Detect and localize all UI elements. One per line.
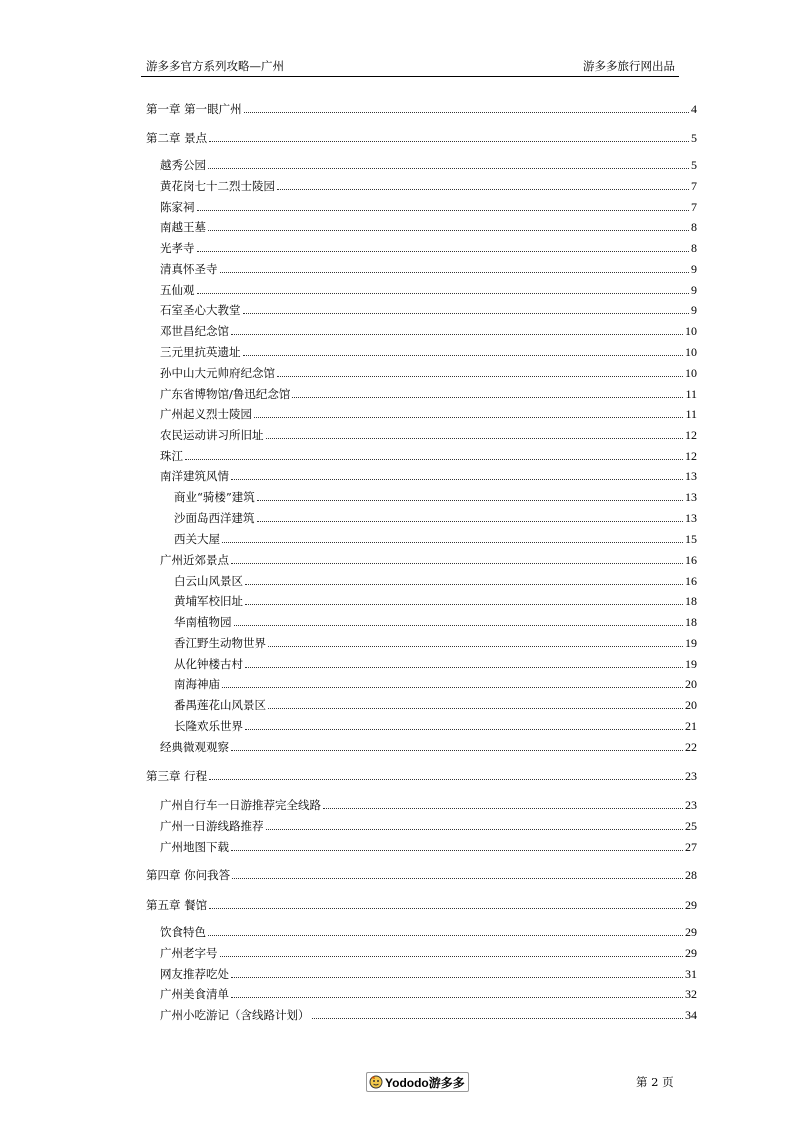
toc-entry-label: 南海神庙 bbox=[174, 677, 220, 691]
toc-entry-page: 11 bbox=[685, 407, 697, 421]
dot-leader bbox=[209, 141, 689, 142]
dot-leader bbox=[197, 210, 690, 211]
toc-entry-label: 网友推荐吃处 bbox=[160, 967, 229, 981]
dot-leader bbox=[185, 459, 683, 460]
toc-entry-page: 32 bbox=[685, 987, 697, 1001]
dot-leader bbox=[231, 479, 683, 480]
toc-entry-label: 黄埔军校旧址 bbox=[174, 594, 243, 608]
dot-leader bbox=[245, 604, 683, 605]
dot-leader bbox=[231, 997, 683, 998]
dot-leader bbox=[245, 584, 683, 585]
toc-entry[interactable] bbox=[160, 796, 697, 812]
toc-entry[interactable] bbox=[160, 738, 697, 754]
dot-leader bbox=[222, 542, 683, 543]
toc-entry-label: 广州美食清单 bbox=[160, 987, 229, 1001]
toc-entry-label: 珠江 bbox=[160, 449, 183, 463]
dot-leader bbox=[234, 625, 684, 626]
dot-leader bbox=[220, 272, 690, 273]
toc-entry[interactable] bbox=[160, 944, 697, 960]
dot-leader bbox=[232, 878, 683, 879]
mascot-icon bbox=[369, 1075, 383, 1089]
dot-leader bbox=[312, 1018, 684, 1019]
toc-entry-label: 石室圣心大教堂 bbox=[160, 303, 241, 317]
page-header bbox=[141, 56, 679, 77]
toc-entry[interactable] bbox=[160, 260, 697, 276]
dot-leader bbox=[243, 313, 690, 314]
dot-leader bbox=[231, 563, 683, 564]
toc-entry-label: 长隆欢乐世界 bbox=[174, 719, 243, 733]
toc-entry[interactable] bbox=[160, 923, 697, 939]
toc-entry-page: 9 bbox=[691, 262, 697, 276]
toc-entry[interactable] bbox=[160, 985, 697, 1001]
toc-entry-label: 广州起义烈士陵园 bbox=[160, 407, 252, 421]
toc-entry-label: 广州小吃游记（含线路计划） bbox=[160, 1008, 310, 1022]
toc-entry[interactable] bbox=[160, 385, 697, 401]
toc-entry[interactable] bbox=[146, 129, 697, 145]
toc-entry-page: 16 bbox=[685, 574, 697, 588]
toc-entry[interactable] bbox=[160, 447, 697, 463]
toc-entry-page: 12 bbox=[685, 449, 697, 463]
logo-text: Yododo游多多 bbox=[385, 1075, 465, 1090]
toc-entry-page: 15 bbox=[685, 532, 697, 546]
toc-entry-label: 三元里抗英遗址 bbox=[160, 345, 241, 359]
toc-entry-page: 16 bbox=[685, 553, 697, 567]
toc-entry-page: 8 bbox=[691, 241, 697, 255]
toc-entry-label: 番禺莲花山风景区 bbox=[174, 698, 266, 712]
toc-entry-label: 第三章 行程 bbox=[146, 769, 208, 783]
toc-entry[interactable] bbox=[174, 717, 697, 733]
dot-leader bbox=[243, 355, 684, 356]
toc-entry-label: 第二章 景点 bbox=[146, 131, 208, 145]
toc-entry-page: 29 bbox=[685, 925, 697, 939]
dot-leader bbox=[220, 956, 684, 957]
toc-entry-label: 农民运动讲习所旧址 bbox=[160, 428, 264, 442]
yododo-logo bbox=[366, 1072, 469, 1092]
toc-entry[interactable] bbox=[160, 965, 697, 981]
toc-entry-label: 从化钟楼古村 bbox=[174, 657, 243, 671]
toc-entry-page: 8 bbox=[691, 220, 697, 234]
toc-entry[interactable] bbox=[174, 509, 697, 525]
toc-entry-page: 19 bbox=[685, 657, 697, 671]
dot-leader bbox=[222, 687, 683, 688]
toc-entry-label: 邓世昌纪念馆 bbox=[160, 324, 229, 338]
toc-entry-page: 29 bbox=[685, 898, 697, 912]
toc-entry[interactable] bbox=[174, 572, 697, 588]
toc-entry-label: 白云山风景区 bbox=[174, 574, 243, 588]
toc-entry-page: 9 bbox=[691, 303, 697, 317]
toc-entry-label: 陈家祠 bbox=[160, 200, 195, 214]
toc-entry-page: 7 bbox=[691, 179, 697, 193]
dot-leader bbox=[208, 230, 689, 231]
dot-leader bbox=[208, 168, 689, 169]
toc-entry[interactable] bbox=[174, 530, 697, 546]
toc-entry[interactable] bbox=[160, 218, 697, 234]
toc-entry[interactable] bbox=[160, 426, 697, 442]
dot-leader bbox=[245, 667, 683, 668]
dot-leader bbox=[266, 438, 684, 439]
toc-entry-page: 22 bbox=[685, 740, 697, 754]
toc-entry[interactable] bbox=[174, 613, 697, 629]
dot-leader bbox=[268, 708, 683, 709]
dot-leader bbox=[208, 935, 683, 936]
toc-entry-page: 10 bbox=[685, 366, 697, 380]
toc-entry[interactable] bbox=[160, 177, 697, 193]
toc-entry-page: 12 bbox=[685, 428, 697, 442]
toc-entry-label: 香江野生动物世界 bbox=[174, 636, 266, 650]
dot-leader bbox=[209, 908, 683, 909]
toc-entry[interactable] bbox=[174, 592, 697, 608]
toc-entry-label: 光孝寺 bbox=[160, 241, 195, 255]
dot-leader bbox=[231, 977, 683, 978]
toc-entry-label: 广州老字号 bbox=[160, 946, 218, 960]
dot-leader bbox=[257, 521, 684, 522]
toc-entry-label: 清真怀圣寺 bbox=[160, 262, 218, 276]
toc-entry-label: 饮食特色 bbox=[160, 925, 206, 939]
header-publisher: 游多多旅行网出品 bbox=[583, 59, 675, 73]
toc-entry[interactable] bbox=[160, 364, 697, 380]
dot-leader bbox=[231, 750, 683, 751]
toc-entry[interactable] bbox=[146, 866, 697, 882]
toc-entry-label: 广州地图下载 bbox=[160, 840, 229, 854]
toc-entry[interactable] bbox=[160, 1006, 697, 1022]
dot-leader bbox=[277, 376, 683, 377]
toc-entry[interactable] bbox=[160, 467, 697, 483]
toc-entry[interactable] bbox=[146, 767, 697, 783]
dot-leader bbox=[245, 729, 683, 730]
toc-entry-page: 9 bbox=[691, 283, 697, 297]
toc-entry-page: 18 bbox=[685, 615, 697, 629]
toc-entry-page: 4 bbox=[691, 102, 697, 116]
toc-entry[interactable] bbox=[146, 100, 697, 116]
toc-entry-page: 20 bbox=[685, 677, 697, 691]
toc-entry-page: 23 bbox=[685, 798, 697, 812]
toc-entry[interactable] bbox=[174, 655, 697, 671]
toc-entry-label: 第四章 你问我答 bbox=[146, 868, 231, 882]
page-number: 第 2 页 bbox=[636, 1075, 674, 1089]
dot-leader bbox=[323, 808, 683, 809]
toc-entry[interactable] bbox=[160, 551, 697, 567]
dot-leader bbox=[197, 251, 690, 252]
dot-leader bbox=[231, 850, 683, 851]
toc-entry-page: 18 bbox=[685, 594, 697, 608]
toc-entry-label: 第一章 第一眼广州 bbox=[146, 102, 242, 116]
header-title: 游多多官方系列攻略—广州 bbox=[146, 59, 284, 73]
toc-entry[interactable] bbox=[160, 156, 697, 172]
toc-entry[interactable] bbox=[160, 198, 697, 214]
toc-entry-page: 10 bbox=[685, 345, 697, 359]
toc-entry-page: 25 bbox=[685, 819, 697, 833]
toc-entry-label: 华南植物园 bbox=[174, 615, 232, 629]
toc-entry-page: 10 bbox=[685, 324, 697, 338]
toc-entry[interactable] bbox=[174, 488, 697, 504]
toc-entry-page: 27 bbox=[685, 840, 697, 854]
toc-entry[interactable] bbox=[160, 817, 697, 833]
dot-leader bbox=[277, 189, 689, 190]
toc-entry[interactable] bbox=[174, 696, 697, 712]
toc-entry-label: 黄花岗七十二烈士陵园 bbox=[160, 179, 275, 193]
dot-leader bbox=[254, 417, 683, 418]
toc-entry-label: 经典微观观察 bbox=[160, 740, 229, 754]
toc-entry-page: 7 bbox=[691, 200, 697, 214]
toc-entry-page: 13 bbox=[685, 490, 697, 504]
toc-entry-label: 商业“骑楼”建筑 bbox=[174, 490, 255, 504]
dot-leader bbox=[268, 646, 683, 647]
toc-entry-page: 13 bbox=[685, 469, 697, 483]
toc-entry-label: 西关大屋 bbox=[174, 532, 220, 546]
toc-entry-page: 5 bbox=[691, 131, 697, 145]
toc-entry-label: 广州一日游线路推荐 bbox=[160, 819, 264, 833]
toc-entry-page: 20 bbox=[685, 698, 697, 712]
toc-entry-page: 28 bbox=[685, 868, 697, 882]
toc-entry[interactable] bbox=[174, 675, 697, 691]
toc-entry-label: 广州自行车一日游推荐完全线路 bbox=[160, 798, 321, 812]
toc-entry-label: 沙面岛西洋建筑 bbox=[174, 511, 255, 525]
toc-entry-label: 南越王墓 bbox=[160, 220, 206, 234]
dot-leader bbox=[197, 293, 690, 294]
toc-entry[interactable] bbox=[146, 896, 697, 912]
toc-entry[interactable] bbox=[174, 634, 697, 650]
toc-entry-page: 11 bbox=[685, 387, 697, 401]
toc-entry-label: 第五章 餐馆 bbox=[146, 898, 208, 912]
toc-entry-label: 南洋建筑风情 bbox=[160, 469, 229, 483]
toc-entry-label: 广州近郊景点 bbox=[160, 553, 229, 567]
dot-leader bbox=[231, 334, 683, 335]
toc-entry[interactable] bbox=[160, 405, 697, 421]
toc-entry[interactable] bbox=[160, 343, 697, 359]
toc-entry-label: 广东省博物馆/鲁迅纪念馆 bbox=[160, 387, 291, 401]
toc-entry-page: 31 bbox=[685, 967, 697, 981]
toc-entry-page: 29 bbox=[685, 946, 697, 960]
toc-entry[interactable] bbox=[160, 322, 697, 338]
dot-leader bbox=[209, 779, 683, 780]
toc-entry[interactable] bbox=[160, 301, 697, 317]
toc-entry-label: 孙中山大元帅府纪念馆 bbox=[160, 366, 275, 380]
toc-entry[interactable] bbox=[160, 239, 697, 255]
toc-entry-page: 19 bbox=[685, 636, 697, 650]
dot-leader bbox=[292, 397, 683, 398]
dot-leader bbox=[244, 112, 689, 113]
toc-entry-page: 21 bbox=[685, 719, 697, 733]
toc-entry-page: 13 bbox=[685, 511, 697, 525]
dot-leader bbox=[266, 829, 684, 830]
toc-entry-page: 5 bbox=[691, 158, 697, 172]
toc-entry[interactable] bbox=[160, 838, 697, 854]
toc-entry-label: 五仙观 bbox=[160, 283, 195, 297]
toc-entry-page: 23 bbox=[685, 769, 697, 783]
toc-entry[interactable] bbox=[160, 281, 697, 297]
dot-leader bbox=[257, 500, 683, 501]
toc-entry-page: 34 bbox=[685, 1008, 697, 1022]
toc-entry-label: 越秀公园 bbox=[160, 158, 206, 172]
